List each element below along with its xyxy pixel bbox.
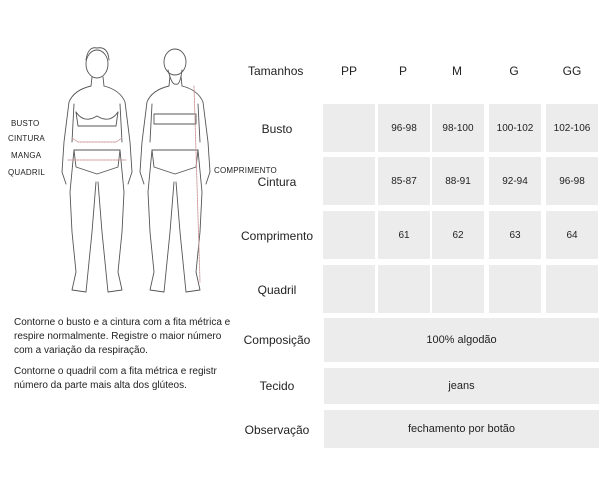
back-figure	[140, 49, 210, 292]
size-header: PP	[340, 64, 357, 78]
label-comprimento: COMPRIMENTO	[214, 166, 277, 175]
table-cell	[378, 265, 430, 313]
table-cell	[489, 265, 541, 313]
table-cell	[546, 265, 598, 313]
row-label: Cintura	[257, 175, 297, 189]
table-cell: 88-91	[432, 157, 484, 205]
table-cell: 62	[432, 211, 484, 259]
table-cell: 61	[378, 211, 430, 259]
instruction-line: Contorne o quadril com a fita métrica e registr	[14, 366, 217, 377]
table-cell	[323, 211, 375, 259]
table-cell: 64	[546, 211, 598, 259]
detail-value-composicao: 100% algodão	[324, 318, 599, 362]
size-header: GG	[562, 64, 582, 78]
table-cell: 96-98	[546, 157, 598, 205]
instruction-busto-cintura	[14, 316, 254, 358]
table-cell: 100-102	[489, 104, 541, 152]
table-cell	[323, 265, 375, 313]
header-sizes-label: Tamanhos	[248, 64, 304, 78]
table-cell: 92-94	[489, 157, 541, 205]
table-cell	[323, 157, 375, 205]
front-figure	[62, 48, 132, 292]
body-measurement-illustration	[52, 42, 212, 302]
size-header: G	[509, 64, 519, 78]
detail-value-tecido: jeans	[324, 368, 599, 404]
instruction-line: Contorne o busto e a cintura com a fita métrica e	[14, 317, 231, 328]
table-cell: 98-100	[432, 104, 484, 152]
label-manga: MANGA	[11, 151, 42, 160]
table-cell: 63	[489, 211, 541, 259]
instruction-line: número da parte mais alta dos glúteos.	[14, 380, 187, 391]
table-cell: 96-98	[378, 104, 430, 152]
row-label: Comprimento	[240, 229, 314, 243]
detail-value-observacao: fechamento por botão	[324, 410, 599, 448]
table-cell	[432, 265, 484, 313]
label-busto: BUSTO	[11, 119, 40, 128]
detail-label-composicao: Composição	[243, 333, 311, 347]
size-header: M	[452, 64, 462, 78]
detail-label-tecido: Tecido	[259, 379, 295, 393]
instruction-line: com a variação da respiração.	[14, 345, 148, 356]
table-cell	[323, 104, 375, 152]
size-header: P	[398, 64, 407, 78]
label-quadril: QUADRIL	[8, 168, 45, 177]
table-cell: 102-106	[546, 104, 598, 152]
label-cintura: CINTURA	[8, 134, 45, 143]
row-label: Quadril	[257, 283, 297, 297]
table-cell: 85-87	[378, 157, 430, 205]
instruction-quadril	[14, 365, 236, 393]
row-label: Busto	[261, 122, 293, 136]
instruction-line: respire normalmente. Registre o maior número	[14, 331, 222, 342]
detail-label-observacao: Observação	[244, 423, 310, 437]
